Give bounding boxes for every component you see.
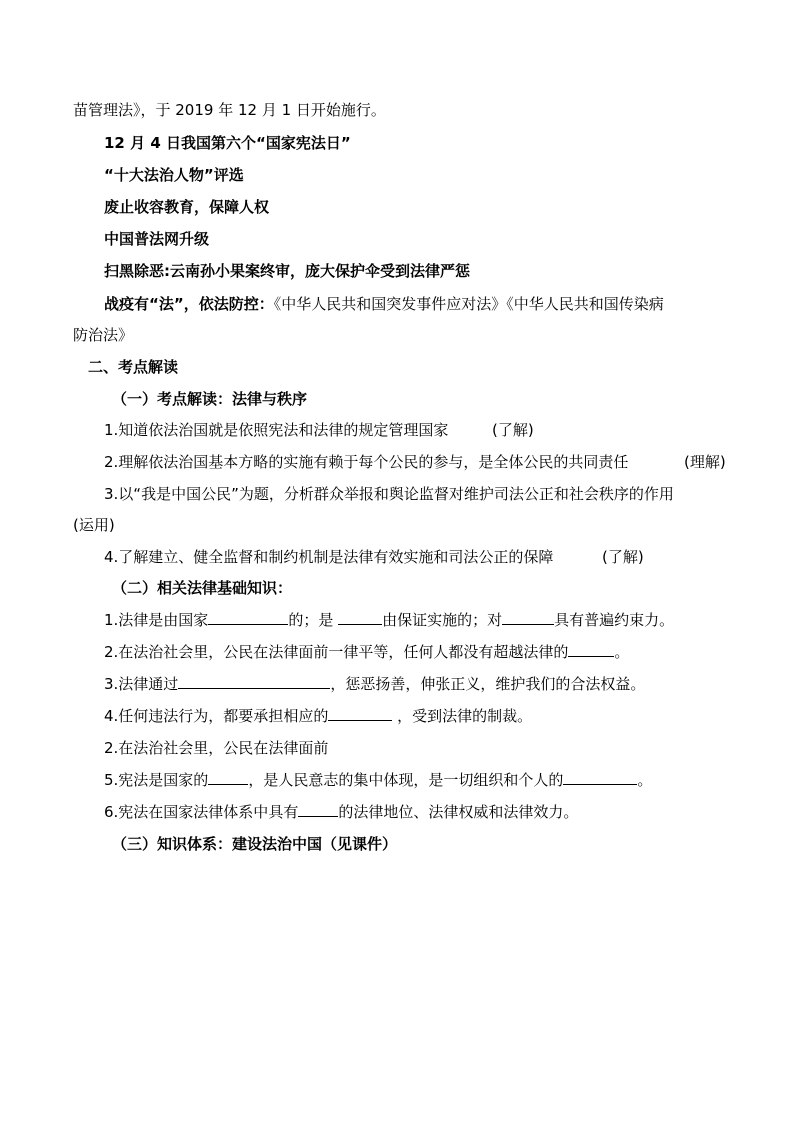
list-item: [104, 484, 764, 504]
event-item: [104, 261, 764, 281]
line-text: 苗管理法》，于 2019 年 12 月 1 日开始施行。: [73, 101, 386, 119]
list-item: [104, 452, 764, 472]
line-text: 扫黑除恶:云南孙小果案终审，庞大保护伞受到法律严惩: [104, 262, 471, 280]
line-text: ，是人民意志的集中体现，是一切组织和个人的: [248, 771, 564, 789]
level-tag: (理解): [684, 453, 726, 471]
answer-blank[interactable]: [563, 770, 637, 785]
answer-blank[interactable]: [502, 610, 554, 625]
line-text: 2.在法治社会里，公民在法律面前: [104, 739, 329, 757]
line-text: 防治法》: [73, 326, 134, 344]
fill-blank-item: [104, 770, 764, 790]
event-item: [104, 294, 764, 314]
answer-blank[interactable]: [298, 802, 338, 817]
line-text: 12 月 4 日我国第六个“国家宪法日”: [104, 134, 351, 152]
line-text: 《中华人民共和国突发事件应对法》《中华人民共和国传染病: [273, 295, 664, 313]
text-line: [73, 325, 733, 345]
subsection-heading: [112, 578, 772, 598]
event-item: [104, 229, 764, 249]
line-text: 4.任何违法行为，都要承担相应的: [104, 707, 329, 725]
line-text: 4.了解建立、健全监督和制约机制是法律有效实施和司法公正的保障: [104, 548, 554, 566]
line-text: 中国普法网升级: [104, 230, 210, 248]
text-line: [73, 100, 733, 120]
line-text: 3.法律通过: [104, 675, 179, 693]
line-text: 3.以“我是中国公民”为题，分析群众举报和舆论监督对维护司法公正和社会秩序的作用: [104, 485, 674, 503]
event-item: [104, 165, 764, 185]
answer-blank[interactable]: [568, 642, 614, 657]
line-text: 的；是: [288, 611, 334, 629]
line-text-bold: 战疫有“法”，依法防控：: [104, 295, 274, 313]
line-text: ，受到法律的制裁。: [397, 707, 533, 725]
line-text: 6.宪法在国家法律体系中具有: [104, 803, 299, 821]
subsection-heading: [112, 834, 772, 854]
answer-blank[interactable]: [328, 706, 392, 721]
event-item: [104, 197, 764, 217]
line-text: 二、考点解读: [88, 358, 179, 376]
subsection-heading: [112, 389, 772, 409]
text-line: [73, 515, 733, 535]
line-text: 1.知道依法治国就是依照宪法和法律的规定管理国家: [104, 421, 449, 439]
line-text: 的法律地位、法律权威和法律效力。: [338, 803, 579, 821]
fill-blank-item: [104, 642, 764, 662]
list-item: [104, 420, 764, 440]
fill-blank-item: [104, 674, 764, 694]
answer-blank[interactable]: [208, 770, 248, 785]
fill-blank-item: [104, 610, 764, 630]
line-text: （二）相关法律基础知识：: [112, 579, 293, 597]
fill-blank-item: [104, 802, 764, 822]
line-text: 2.在法治社会里，公民在法律面前一律平等，任何人都没有超越法律的: [104, 643, 569, 661]
fill-blank-item: [104, 738, 764, 758]
section-heading: [88, 357, 748, 377]
line-text: 废止收容教育，保障人权: [104, 198, 270, 216]
level-tag: (了解): [492, 421, 534, 439]
line-text: “十大法治人物”评选: [104, 166, 244, 184]
line-text: 1.法律是由国家: [104, 611, 209, 629]
line-text: 。: [614, 643, 630, 661]
fill-blank-item: [104, 706, 764, 726]
line-text: ，惩恶扬善，伸张正义，维护我们的合法权益。: [330, 675, 646, 693]
line-text: （三）知识体系：建设法治中国（见课件）: [112, 835, 398, 853]
line-text: 具有普遍约束力。: [554, 611, 675, 629]
line-text: （一）考点解读：法律与秩序: [112, 390, 308, 408]
line-text: 。: [637, 771, 653, 789]
line-text: 5.宪法是国家的: [104, 771, 209, 789]
line-text: 2.理解依法治国基本方略的实施有赖于每个公民的参与，是全体公民的共同责任: [104, 453, 629, 471]
list-item: [104, 547, 764, 567]
answer-blank[interactable]: [208, 610, 288, 625]
level-tag: (了解): [602, 548, 644, 566]
answer-blank[interactable]: [338, 610, 382, 625]
answer-blank[interactable]: [178, 674, 330, 689]
line-text: 由保证实施的；对: [382, 611, 503, 629]
event-item: [104, 133, 764, 153]
line-text: (运用): [73, 516, 115, 534]
